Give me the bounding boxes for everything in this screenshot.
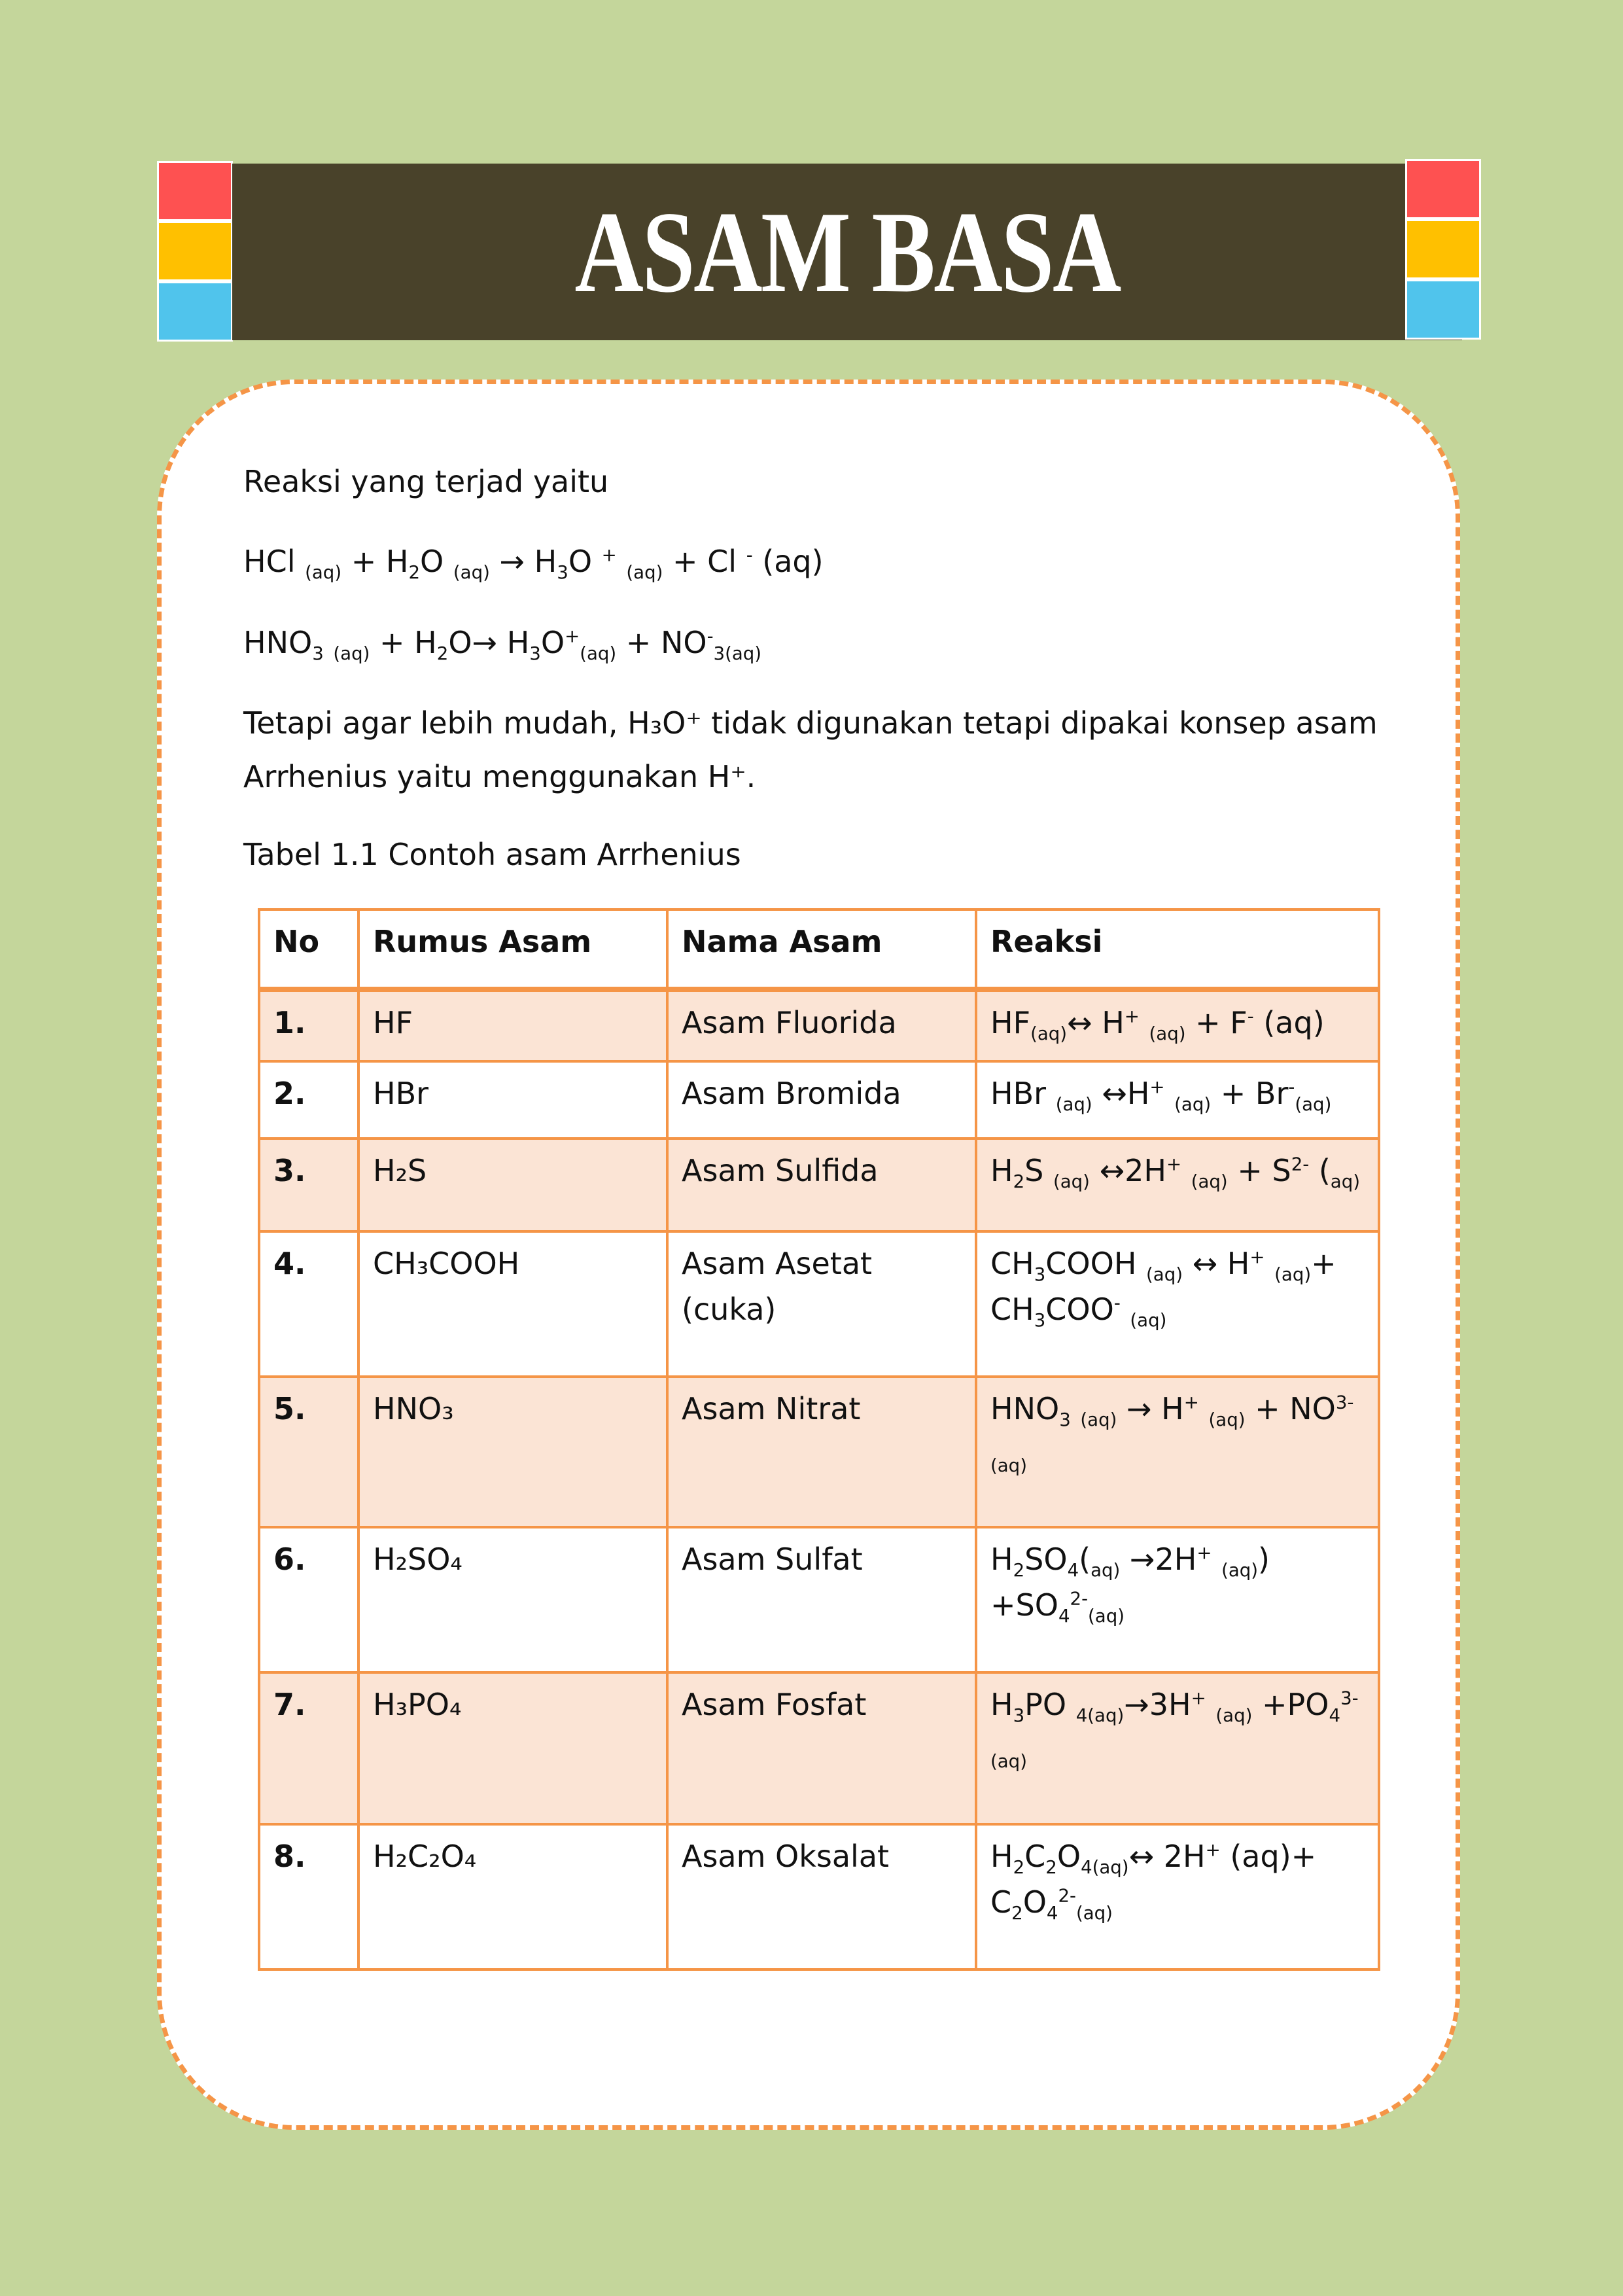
header-name: Nama Asam <box>667 910 976 989</box>
table-row <box>259 1061 1379 1139</box>
explanation-paragraph: Tetapi agar lebih mudah, H₃O⁺ tidak digunakan tetapi dipakai konsep asam Arrhenius yaitu menggunakan H⁺. <box>243 705 1378 794</box>
row-reaction: $HNO_3$ $_{(aq)}$ → H+ $_{(aq)} + NO^{3-}$ $_{(aq)}$ <box>976 1377 1379 1527</box>
row-formula: HF <box>358 989 667 1061</box>
table-row <box>259 1824 1379 1969</box>
intro-text: Reaksi yang terjad yaitu <box>243 464 609 499</box>
table-header-row <box>259 910 1379 989</box>
header-no: No <box>259 910 358 989</box>
title-banner <box>232 164 1462 340</box>
row-formula: H₂S <box>358 1139 667 1231</box>
row-no: 7. <box>259 1672 358 1824</box>
row-no: 6. <box>259 1527 358 1672</box>
table-row <box>259 1377 1379 1527</box>
row-formula: CH₃COOH <box>358 1231 667 1377</box>
row-name: Asam Oksalat <box>667 1824 976 1969</box>
table-row <box>259 989 1379 1061</box>
row-formula: HBr <box>358 1061 667 1139</box>
row-name: Asam Sulfida <box>667 1139 976 1231</box>
right-red-square <box>1405 159 1481 219</box>
table-row <box>259 1527 1379 1672</box>
equation-hno3: $HNO_3$ $_{(aq)} + H_2O\to H_3O^+_{(aq)} + NO^-_{3(aq)}$ <box>243 625 762 665</box>
row-reaction: $HF_{(aq)}\leftrightarrow$ H+ $_{(aq)}$ + F- (aq) <box>976 989 1379 1061</box>
left-red-square <box>157 161 233 221</box>
row-name: Asam Bromida <box>667 1061 976 1139</box>
row-reaction: $H_2SO_4(_{aq)} \to 2H^+$ $_{(aq)}) +SO_4^{2-}_{(aq)}$ <box>976 1527 1379 1672</box>
row-name: Asam Sulfat <box>667 1527 976 1672</box>
acid-table <box>258 908 1380 1971</box>
table-row <box>259 1139 1379 1231</box>
table-row <box>259 1231 1379 1377</box>
row-no: 5. <box>259 1377 358 1527</box>
row-name: Asam Nitrat <box>667 1377 976 1527</box>
row-reaction: $H_2S$ $_{(aq)}$ ↔2H+ $_{(aq)} + S^{2-}$ ($_{aq)}$ <box>976 1139 1379 1231</box>
right-blue-square <box>1405 279 1481 340</box>
header-reaction: Reaksi <box>976 910 1379 989</box>
row-name: Asam Asetat (cuka) <box>667 1231 976 1377</box>
row-no: 4. <box>259 1231 358 1377</box>
row-reaction: HBr $_{(aq)}$ ↔H+ $_{(aq)} + Br^-_{(aq)}$ <box>976 1061 1379 1139</box>
row-formula: HNO₃ <box>358 1377 667 1527</box>
row-no: 2. <box>259 1061 358 1139</box>
row-name: Asam Fosfat <box>667 1672 976 1824</box>
row-reaction: $H_2C_2O_{4(aq)}\leftrightarrow$ 2H+ $(aq)+ C_2O_4^{2-}_{(aq)}$ <box>976 1824 1379 1969</box>
right-yellow-square <box>1405 219 1481 279</box>
equation-hcl: HCl $_{(aq)} + H_2O$ $_{(aq)} \to H_3O$ + $_{(aq)}$ + Cl - (aq) <box>243 544 824 584</box>
row-reaction: $H_3PO$ $_{4(aq)}$→3H+ $_{(aq)} +PO_4^{3-}_{(aq)}$ <box>976 1672 1379 1824</box>
row-formula: H₃PO₄ <box>358 1672 667 1824</box>
table-caption: Tabel 1.1 Contoh asam Arrhenius <box>243 837 741 872</box>
left-yellow-square <box>157 221 233 281</box>
row-formula: H₂C₂O₄ <box>358 1824 667 1969</box>
left-blue-square <box>157 281 233 342</box>
row-no: 3. <box>259 1139 358 1231</box>
row-no: 8. <box>259 1824 358 1969</box>
row-formula: H₂SO₄ <box>358 1527 667 1672</box>
row-reaction: $CH_3COOH$ $_{(aq)}$ ↔ H+ $_{(aq)}+ CH_3COO^-$ $_{(aq)}$ <box>976 1231 1379 1377</box>
page-title: ASAM BASA <box>574 187 1120 317</box>
table-row <box>259 1672 1379 1824</box>
row-name: Asam Fluorida <box>667 989 976 1061</box>
row-no: 1. <box>259 989 358 1061</box>
header-formula: Rumus Asam <box>358 910 667 989</box>
